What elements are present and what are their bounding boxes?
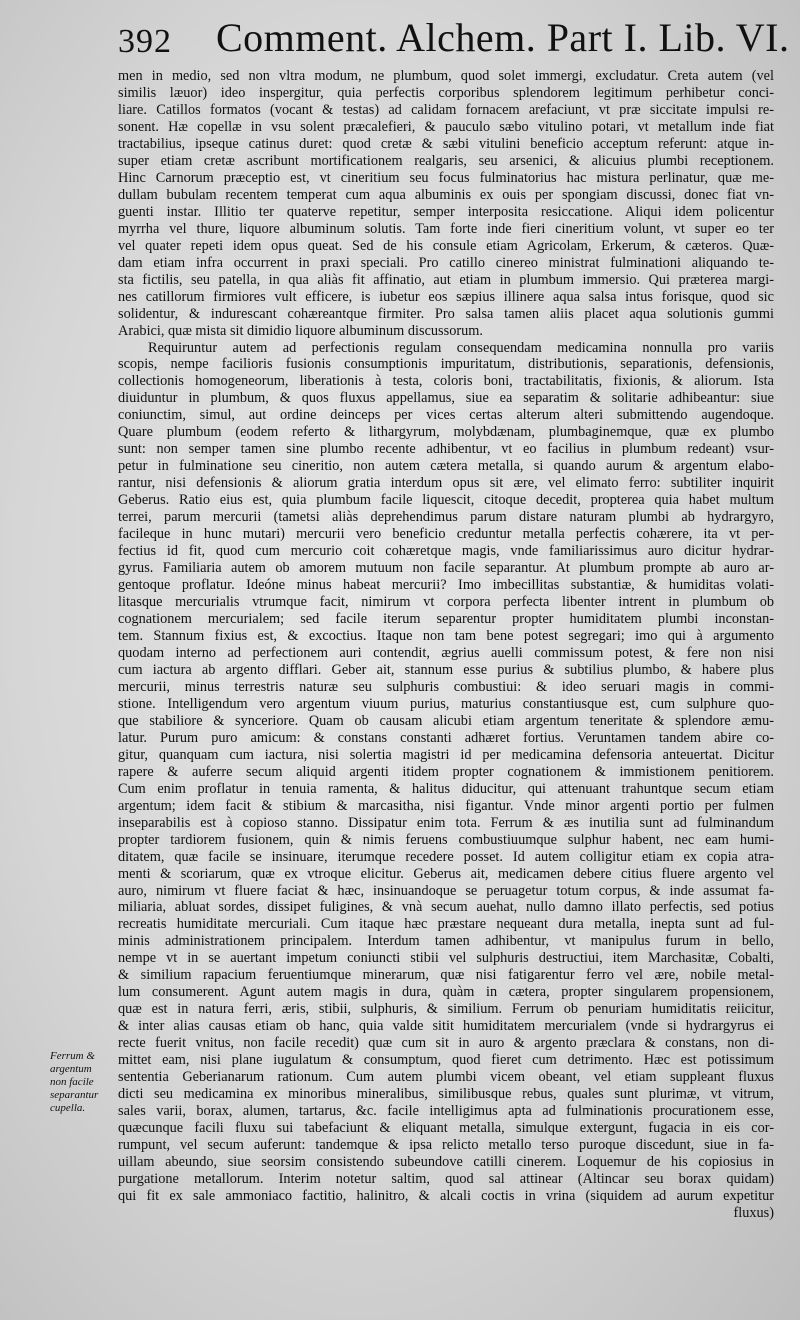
text-line: rantur, nisi defensionis & aliorum gratia interdum opus sit ære, vel elimato ferro: subtiliter inquirit bbox=[118, 475, 774, 492]
text-line: men in medio, sed non vltra modum, ne plumbum, quod solet immergi, excludatur. Creta autem (vel bbox=[118, 68, 774, 84]
text-line: nempe vt in se auertant impetum coniuncti stibii vel sulphuris destructiui, item Marchasitæ, Cobalti, bbox=[118, 950, 774, 967]
margin-note-line: separantur bbox=[50, 1089, 99, 1101]
text-line: auro, nimirum vt fluere faciat & hæc, insinuandoque se peruagetur totum corpus, & inde assumat fa- bbox=[118, 882, 774, 899]
text-line: sonent. Hæ copellæ in vsu solent præcalefieri, & pauculo sæbo vitulino potari, vt metallum inde fiat bbox=[118, 118, 774, 135]
text-line: gentoque proflatur. Ideóne minus habeat mercurii? Imo imbecillitas substantiæ, & humiditas volati- bbox=[118, 577, 774, 594]
text-line: dullam bubulam recentem temperat cum aqua albuminis ex ouis per spongiam discussi, donec fiat vn- bbox=[118, 186, 774, 203]
text-line: collectionis homogeneorum, liberationis à testa, coloris boni, tractabilitatis, fixionis, & aliorum. Ista bbox=[118, 373, 774, 390]
text-line: purgatione metallorum. Interim notetur saltim, quod sal attinear (Altincar seu borax quidam) bbox=[118, 1170, 774, 1187]
text-line: dam etiam infra occurrent in praxi speciali. Pro catillo cinereo ministrat fulminationi aliquando te- bbox=[118, 254, 774, 271]
text-line: cognationem mercurialem; sed facile iterum separentur propter humiditatem plumbi inconstan- bbox=[118, 611, 774, 627]
text-line: minis administrationem principalem. Interdum tamen adhibentur, vt manipulus furum in bello, bbox=[118, 933, 774, 950]
margin-note-line: non facile bbox=[50, 1076, 94, 1088]
text-line: Quare plumbum (eodem referto & lithargyrum, molybdænam, plumbaginemque, quæ ex plumbo bbox=[118, 424, 774, 441]
text-line: Hinc Carnorum præceptio est, vt cineritium seu focus fulminatorius hac mistura perlinatur, quæ me- bbox=[118, 169, 774, 186]
text-line: diuiduntur in plumbum, & quos fluxus appellamus, siue ea separatim & solitarie adhibeantur: siue bbox=[118, 390, 774, 407]
text-line: argentum; idem facit & stibium & marcasitha, nisi figantur. Vnde minor argenti portio per fulmen bbox=[118, 797, 774, 814]
text-line: miliaria, abluat sordes, dissipet fuligines, & vnà secum auehat, nullo damno illato perfectis, sed potius bbox=[118, 899, 774, 916]
text-line: qui fit ex sale ammoniaco factitio, halinitro, & alcali coctis in vrina (siquidem ad aurum expetitur bbox=[118, 1187, 774, 1204]
text-line: terrei, parum mercurii (tametsi aliàs deprehendimus parum distare naturam plumbi ab hydrargyro, bbox=[118, 509, 774, 526]
text-line: recte fuerit vnitus, non facile recedit) quæ cum sit in auro & argento præclara & constans, non di- bbox=[118, 1035, 774, 1052]
text-line: rumpunt, vel secum auferunt: tandemque & ipsa relicto metallo terso puroque discedunt, siue in fa- bbox=[118, 1137, 774, 1154]
text-line: Requiruntur autem ad perfectionis regulam consequendam medicamina nonnulla pro variis bbox=[148, 339, 774, 356]
text-line: & similium rapacium feruentiumque minerarum, quæ nisi fatigarentur ferro vel ære, nobile metal- bbox=[118, 967, 774, 984]
text-line: stione. Intelligendum vero argentum viuum purius, maturius constantiusque est, cum sulphure quo- bbox=[118, 695, 774, 712]
text-line: inseparabilis est à copioso stanno. Dissipatur enim tota. Ferrum & æs inutilia sunt ad fulminandum bbox=[118, 814, 774, 831]
text-line: sta fictilis, seu patella, in qua aliàs fit affinatio, aut etiam in plumbum immersio. Qui præterea margi- bbox=[118, 271, 774, 288]
text-line: similis læuor) ideo inspergitur, quia perfectis corporibus splendorem legitimum perhibetur conci- bbox=[118, 84, 774, 101]
text-line: sales varii, borax, alumen, tartarus, &c. facile intelligimus apta ad fulminationis procurationem esse, bbox=[118, 1103, 774, 1120]
text-line: quæ est in natura ferri, æris, stibii, sulphuris, & similium. Ferrum ob penuriam humiditatis reiicitur, bbox=[118, 1001, 774, 1018]
text-line: dicti seu medicamina ex minoribus mineralibus, similibusque rebus, quales sunt plurimæ, vt vitrum, bbox=[118, 1086, 774, 1103]
text-line: coniunctim, simul, aut ordine deinceps per vices certas alterum alteri submittendo augendoque. bbox=[118, 407, 774, 424]
margin-note bbox=[50, 1050, 122, 1115]
page-header bbox=[118, 14, 790, 62]
text-line: que stabiliore & synceriore. Quam ob causam alicubi etiam argentum teneritate & splendore æmu- bbox=[118, 712, 774, 729]
text-line: fluxus) bbox=[733, 1204, 774, 1221]
body-text bbox=[118, 68, 774, 1222]
text-line: & inter alias causas etiam ob hanc, quia valde sitit humiditatem mercurialem (vnde si hydrargyrus ei bbox=[118, 1018, 774, 1035]
text-line: quodam interno ad perfectionem auri contendit, ægrius auelli commissum potest, & fere non nisi bbox=[118, 644, 774, 661]
margin-note-line: argentum bbox=[50, 1063, 92, 1075]
text-line: scopis, nempe facilioris fusionis consumptionis impuritatum, distributionis, separationis, defensionis, bbox=[118, 356, 774, 373]
text-line: tem. Stannum fixius est, & excoctius. Itaque non tam bene potest segregari; imo qui à argumento bbox=[118, 627, 774, 644]
text-line: petur in fulminatione seu cineritio, non autem cætera metalla, si quando aurum & argentum elabo- bbox=[118, 458, 774, 475]
text-line: nes catillorum firmiores vult efficere, is iubetur eos sæpius illinere aqua salsa intus forisque, quod sic bbox=[118, 288, 774, 305]
text-line: quæcunque facili fluxu sui tabefaciunt & eliquant metalla, simulque extergunt, fugacia in eis cor- bbox=[118, 1120, 774, 1137]
text-line: vel quater repeti idem opus queat. Sed de his consule etiam Agricolam, Erkerum, & cæteros. Quæ- bbox=[118, 237, 774, 254]
page-number: 392 bbox=[118, 23, 172, 60]
text-line: liare. Catillos formatos (vocant & testas) ad calidam fornacem arefaciunt, vt præ siccitate impulsi re- bbox=[118, 101, 774, 118]
text-line: facileque in hunc mutari) mercurii vero beneficio creduntur metalla perfectis cohærere, ita vt per- bbox=[118, 526, 774, 543]
text-line: litasque mercurialis vtrumque facit, nimirum vt corpora perfecta libenter intrent in plumbum ob bbox=[118, 594, 774, 611]
text-line: cum iactura ab argento difflari. Geber ait, stannum esse purius & subtilius plumbo, & habere plus bbox=[118, 661, 774, 678]
text-line: fectius id fit, quod cum mercurio coit cohæretque magis, vnde familiarissimus auro dicitur hydrar- bbox=[118, 543, 774, 560]
text-line: myrrha vel thure, liquore albuminum solutis. Tam forte inde fieri cineritium volunt, vt super eo ter bbox=[118, 220, 774, 237]
text-line: mittet eam, nisi plane iugulatum & consumptum, quod fieret cum detrimento. Hæc est potissimum bbox=[118, 1052, 774, 1069]
text-line: guenti instar. Illitio ter quaterve repetitur, semper interposita resiccatione. Aliqui idem policentur bbox=[118, 203, 774, 220]
text-line: mercurii, minus terrestris naturæ seu sulphuris combustiui: & ideo seruari magis in commi- bbox=[118, 678, 774, 695]
text-line: sunt: non semper tamen sine plumbo recente adhibentur, vt eo facilius in plumbum redeant) vsur- bbox=[118, 441, 774, 458]
text-line: propter tardiorem fusionem, quin & nimis feruens combustiuumque sulphur habent, nec eam humi- bbox=[118, 831, 774, 848]
text-line: lum consumerent. Agunt autem magis in dura, quàm in cætera, propter singularem propensionem, bbox=[118, 984, 774, 1001]
text-line: super etiam cretæ ascribunt mortificationem realgaris, seu arsenici, & alicuius plumbi receptionem. bbox=[118, 152, 774, 169]
text-line: gitur, quanquam cum iactura, nisi solertia magistri id per medicamina defensoria anteuertat. Dicitur bbox=[118, 746, 774, 763]
text-line: uillam abeundo, siue seorsim consistendo subeundove catilli cinerem. Loquemur de his copiosius in bbox=[118, 1154, 774, 1170]
text-line: sententia Geberianarum rationum. Cum autem plumbi vicem obeant, vel etiam suppleant fluxus bbox=[118, 1069, 774, 1086]
text-line: Geberus. Ratio eius est, quia plumbum facile liquescit, citoque decedit, propterea quia habet multum bbox=[118, 492, 774, 509]
text-line: solidentur, & indurescant cohæreantque firmiter. Pro salsa tamen aliis placet aqua solutionis gummi bbox=[118, 305, 774, 322]
text-line: Arabici, quæ mista sit dimidio liquore albuminum discussorum. bbox=[118, 322, 483, 339]
text-line: Cum enim proflatur in tenuia ramenta, & halitus diducitur, qui attenuant trahuntque secum etiam bbox=[118, 780, 774, 797]
text-line: latur. Purum puro amicum: & constans constanti adhæret fortius. Veruntamen tandem abire co- bbox=[118, 729, 774, 746]
text-line: ditatem, quæ facile se insinuare, iterumque recedere posset. Id autem colligitur etiam ex copia atra- bbox=[118, 848, 774, 865]
text-line: recreatis humiditate mercuriali. Cum itaque hæc præstare nequeant dura metalla, inepta sunt ad ful- bbox=[118, 916, 774, 933]
text-line: menti & scoriarum, quæ ex vtroque elicitur. Geberus ait, medicamen debere citius fluere argento vel bbox=[118, 865, 774, 882]
text-line: rapere & auferre secum aliquid argenti itidem propter cognationem & immistionem penitiorem. bbox=[118, 763, 774, 780]
text-line: tractabilius, ipseque catinus duret: quod cretæ & sæbi vitulini beneficio acceptum referunt: atque in- bbox=[118, 135, 774, 152]
margin-note-line: cupella. bbox=[50, 1102, 86, 1114]
text-line: gyrus. Familiaria autem ob amorem mutuum non facile separantur. At plumbum prompte ab auro ar- bbox=[118, 560, 774, 577]
running-title: Comment. Alchem. Part I. Lib. VI. bbox=[216, 15, 790, 60]
margin-note-line: Ferrum & bbox=[50, 1050, 95, 1062]
